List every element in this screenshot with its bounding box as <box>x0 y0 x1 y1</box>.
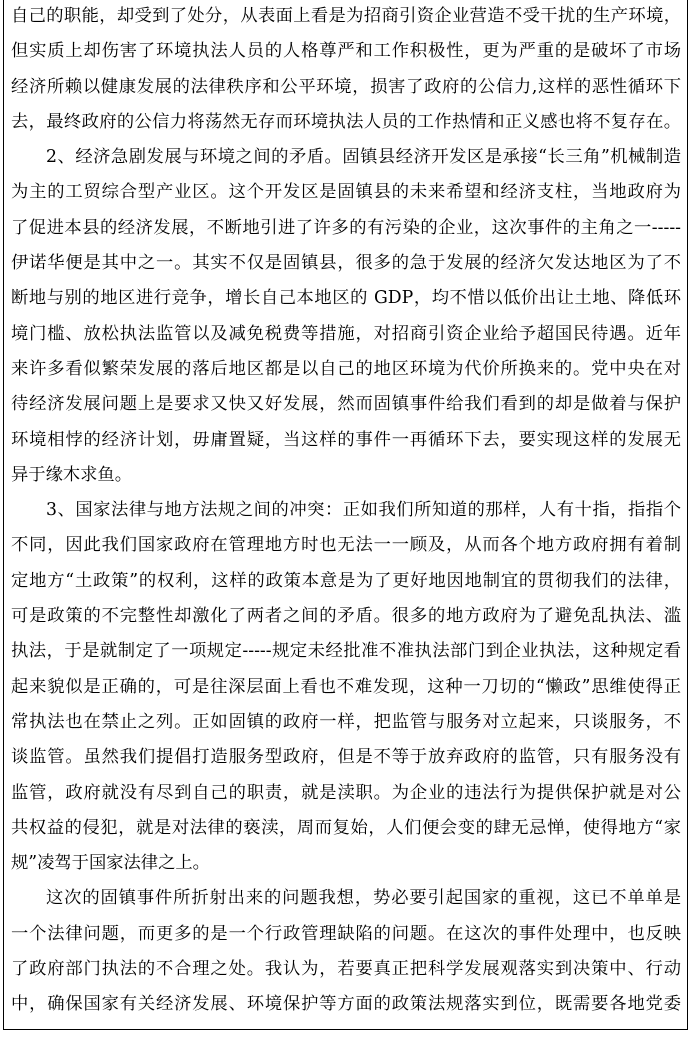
text-line: 断地与别的地区进行竞争，增长自己本地区的 GDP，均不惜以低价出让土地、降低环 <box>11 288 681 309</box>
document-body <box>11 0 681 1023</box>
text-line: 境门槛、放松执法监管以及减免税费等措施，对招商引资企业给予超国民待遇。近年 <box>11 323 681 344</box>
text-line: 3、国家法律与地方法规之间的冲突：正如我们所知道的那样，人有十指，指指个 <box>46 500 681 521</box>
text-line: 伊诺华便是其中之一。其实不仅是固镇县，很多的急于发展的经济欠发达地区为了不 <box>11 253 681 274</box>
text-line: 中，确保国家有关经济发展、环境保护等方面的政策法规落实到位，既需要各地党委 <box>11 994 681 1015</box>
text-line: 自己的职能，却受到了处分，从表面上看是为招商引资企业营造不受干扰的生产环境， <box>11 6 681 26</box>
text-line: 为主的工贸综合型产业区。这个开发区是固镇县的未来希望和经济支柱，当地政府为 <box>11 182 681 203</box>
text-line: 这次的固镇事件所折射出来的问题我想，势必要引起国家的重视，这已不单单是 <box>46 888 681 909</box>
text-line: 待经济发展问题上是要求又快又好发展，然而固镇事件给我们看到的却是做着与保护 <box>11 394 681 415</box>
paragraph-economy-environment <box>11 140 681 493</box>
text-line: 了促进本县的经济发展，不断地引进了许多的有污染的企业，这次事件的主角之一----- <box>11 217 681 238</box>
text-line: 共权益的侵犯，就是对法律的亵渎，周而复始，人们便会变的肆无忌惮，使得地方“家 <box>11 817 681 838</box>
text-line: 谈监管。虽然我们提倡打造服务型政府，但是不等于放弃政府的监管，只有服务没有 <box>11 747 681 768</box>
paragraph-law-conflict <box>11 493 681 881</box>
text-line: 不同，因此我们国家政府在管理地方时也无法一一顾及，从而各个地方政府拥有着制 <box>11 535 681 556</box>
text-line: 监管，政府就没有尽到自己的职责，就是渎职。为企业的违法行为提供保护就是对公 <box>11 782 681 803</box>
text-line: 规”凌驾于国家法律之上。 <box>11 853 210 874</box>
text-line: 2、经济急剧发展与环境之间的矛盾。固镇县经济开发区是承接“长三角”机械制造 <box>46 147 681 168</box>
text-line: 经济所赖以健康发展的法律秩序和公平环境，损害了政府的公信力,这样的恶性循环下 <box>11 76 681 97</box>
text-line: 异于缘木求鱼。 <box>11 464 132 485</box>
text-line: 常执法也在禁止之列。正如固镇的政府一样，把监管与服务对立起来，只谈服务，不 <box>11 711 681 732</box>
text-line: 可是政策的不完整性却激化了两者之间的矛盾。很多的地方政府为了避免乱执法、滥 <box>11 606 681 627</box>
text-line: 但实质上却伤害了环境执法人员的人格尊严和工作积极性，更为严重的是破坏了市场 <box>11 41 681 62</box>
text-line: 去，最终政府的公信力将荡然无存而环境执法人员的工作热情和正义感也将不复存在。 <box>11 111 681 132</box>
text-line: 来许多看似繁荣发展的落后地区都是以自己的地区环境为代价所换来的。党中央在对 <box>11 358 681 379</box>
text-frame <box>3 0 688 1030</box>
text-line: 执法，于是就制定了一项规定-----规定未经批准不准执法部门到企业执法，这种规定看 <box>11 641 681 662</box>
text-line: 一个法律问题，而更多的是一个行政管理缺陷的问题。在这次的事件处理中，也反映 <box>11 923 681 944</box>
paragraph-conclusion <box>11 881 681 1022</box>
text-line: 定地方“土政策”的权利，这样的政策本意是为了更好地因地制宜的贯彻我们的法律， <box>11 570 681 591</box>
text-line: 起来貌似是正确的，可是往深层面上看也不难发现，这种一刀切的“懒政”思维使得正 <box>11 676 681 697</box>
text-line: 环境相悖的经济计划，毋庸置疑，当这样的事件一再循环下去，要实现这样的发展无 <box>11 429 681 450</box>
paragraph-continuation <box>11 0 681 140</box>
text-line: 了政府部门执法的不合理之处。我认为，若要真正把科学发展观落实到决策中、行动 <box>11 959 681 980</box>
